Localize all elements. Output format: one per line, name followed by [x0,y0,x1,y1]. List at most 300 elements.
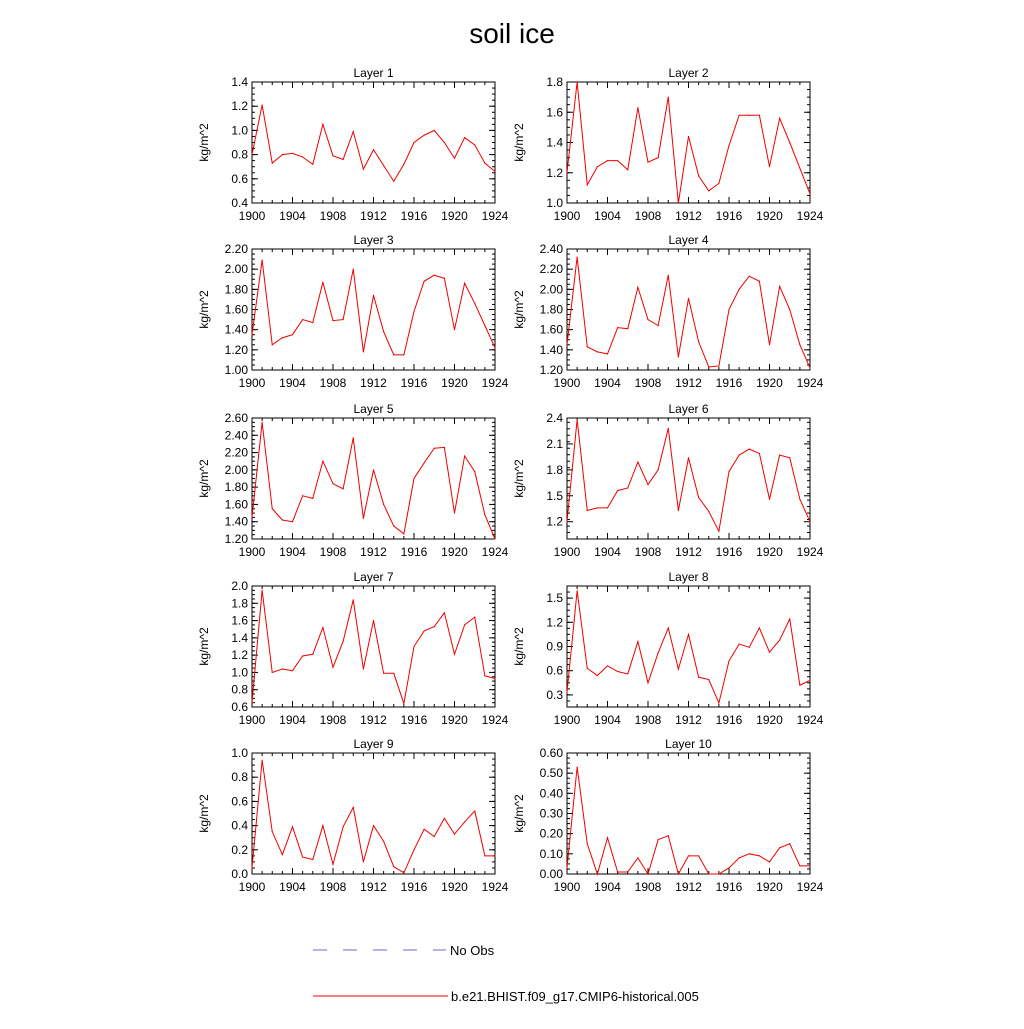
x-tick-label: 1908 [319,209,347,223]
data-point [322,282,323,283]
data-point [434,275,435,276]
data-point [637,107,638,108]
data-point [444,278,445,279]
data-point [698,497,699,498]
panel-layer-10 [512,737,824,894]
data-point [393,354,394,355]
data-point [474,471,475,472]
y-tick-label: 1.2 [231,648,248,663]
x-tick-label: 1916 [715,209,743,223]
data-point [668,97,669,98]
y-tick-label: 2.40 [539,242,563,256]
data-point [597,166,598,167]
data-point [363,351,364,352]
y-tick-label: 2.0 [231,579,248,593]
data-point [403,354,404,355]
data-point [678,202,679,203]
data-point [474,810,475,811]
data-point [353,131,354,132]
data-point [444,142,445,143]
panel-layer-2 [512,66,824,223]
x-tick-label: 1908 [634,880,662,894]
legend-obs-label: No Obs [450,943,495,958]
data-point [809,367,810,368]
data-point [312,859,313,860]
x-tick-label: 1900 [238,713,266,727]
data-point [799,685,800,686]
data-point [282,854,283,855]
data-point [383,841,384,842]
data-point [769,652,770,653]
data-point [393,181,394,182]
x-tick-label: 1912 [360,209,387,223]
data-point [403,164,404,165]
data-point [587,843,588,844]
data-point [373,469,374,470]
data-point [464,821,465,822]
data-point [424,829,425,830]
x-tick-label: 1900 [553,545,581,559]
x-tick-label: 1900 [553,209,581,223]
y-tick-label: 0.30 [539,806,563,821]
data-point [809,193,810,194]
data-point [363,518,364,519]
data-point [759,281,760,282]
x-tick-label: 1920 [756,545,783,559]
x-tick-label: 1920 [756,376,783,390]
data-point [759,855,760,856]
x-tick-label: 1900 [238,209,266,223]
y-tick-label: 1.20 [224,342,248,357]
x-tick-label: 1904 [279,713,306,727]
data-point [678,873,679,874]
x-tick-label: 1912 [360,376,387,390]
data-point [312,164,313,165]
y-tick-label: 2.00 [224,262,248,277]
x-tick-label: 1904 [594,880,621,894]
panel-title: Layer 4 [668,233,709,247]
data-point [413,311,414,312]
data-point [353,807,354,808]
data-point [597,873,598,874]
data-point [749,276,750,277]
data-point [332,667,333,668]
x-tick-label: 1924 [796,376,824,390]
data-point [607,837,608,838]
data-point [637,857,638,858]
data-point [484,855,485,856]
y-tick-label: 0.00 [539,867,563,881]
data-point [739,643,740,644]
data-point [282,154,283,155]
data-point [343,488,344,489]
panel-title: Layer 2 [668,66,709,80]
data-point [262,104,263,105]
data-point [292,826,293,827]
data-point [577,256,578,257]
x-tick-label: 1916 [715,376,743,390]
data-point [312,654,313,655]
data-point [658,157,659,158]
y-axis-label: kg/m^2 [512,290,526,329]
y-axis-label: kg/m^2 [197,627,211,666]
y-tick-label: 2.4 [546,411,563,425]
y-tick-label: 1.60 [224,302,248,317]
series-line [252,105,495,181]
data-point [434,130,435,131]
data-point [799,344,800,345]
data-point [262,760,263,761]
x-tick-label: 1920 [756,713,783,727]
data-point [494,678,495,679]
data-point [718,873,719,874]
x-tick-label: 1904 [594,713,621,727]
y-axis-label: kg/m^2 [197,459,211,498]
data-point [708,190,709,191]
y-axis-label: kg/m^2 [197,290,211,329]
data-point [728,471,729,472]
data-point [617,327,618,328]
y-tick-label: 2.20 [539,262,563,277]
y-tick-label: 0.2 [231,842,248,857]
x-tick-label: 1900 [553,713,581,727]
data-point [251,517,252,518]
data-point [658,839,659,840]
data-point [343,826,344,827]
y-tick-label: 1.8 [546,75,563,89]
data-point [789,843,790,844]
data-point [617,671,618,672]
data-point [424,630,425,631]
data-point [789,618,790,619]
y-axis-label: kg/m^2 [512,627,526,666]
x-tick-label: 1916 [715,545,743,559]
data-point [322,825,323,826]
data-point [434,836,435,837]
data-point [484,675,485,676]
panel-layer-6 [512,402,824,559]
data-point [343,641,344,642]
x-tick-label: 1912 [360,545,387,559]
data-point [799,168,800,169]
data-point [464,137,465,138]
series-line [252,590,495,703]
data-point [322,627,323,628]
x-tick-label: 1900 [238,376,266,390]
data-point [464,455,465,456]
data-point [383,504,384,505]
data-point [383,331,384,332]
y-tick-label: 2.20 [224,242,248,256]
x-tick-label: 1900 [238,880,266,894]
data-point [678,668,679,669]
data-point [332,155,333,156]
y-tick-label: 1.4 [231,75,248,89]
data-point [484,514,485,515]
y-tick-label: 1.4 [231,630,248,645]
data-point [302,856,303,857]
x-tick-label: 1908 [319,713,347,727]
data-point [789,457,790,458]
y-tick-label: 1.8 [546,462,563,477]
y-tick-label: 0.8 [231,770,248,785]
data-point [759,627,760,628]
data-point [718,531,719,532]
series-line [567,257,810,368]
data-point [464,624,465,625]
plot-frame [567,82,810,203]
data-point [799,499,800,500]
data-point [587,668,588,669]
y-tick-label: 0.60 [539,746,563,760]
x-tick-label: 1916 [715,880,743,894]
data-point [444,447,445,448]
y-tick-label: 1.80 [224,480,248,495]
data-point [627,328,628,329]
data-point [698,175,699,176]
data-point [484,325,485,326]
x-tick-label: 1908 [634,376,662,390]
data-point [262,422,263,423]
y-tick-label: 1.8 [231,596,248,611]
data-point [627,169,628,170]
panel-title: Layer 6 [668,402,709,416]
plot-frame [567,418,810,539]
data-point [566,172,567,173]
data-point [454,833,455,834]
data-point [647,682,648,683]
x-tick-label: 1924 [481,545,509,559]
data-point [251,334,252,335]
data-point [799,865,800,866]
data-point [759,115,760,116]
data-point [809,865,810,866]
data-point [779,286,780,287]
panel-title: Layer 3 [353,233,394,247]
data-point [353,437,354,438]
data-point [627,487,628,488]
y-tick-label: 1.2 [546,615,563,630]
data-point [607,160,608,161]
data-point [688,457,689,458]
x-tick-label: 1916 [400,545,428,559]
data-point [809,680,810,681]
x-tick-label: 1904 [279,545,306,559]
y-tick-label: 0.10 [539,846,563,861]
data-point [718,365,719,366]
y-tick-label: 1.20 [224,532,248,546]
data-point [587,346,588,347]
data-point [393,673,394,674]
data-point [454,512,455,513]
y-tick-label: 0.6 [231,171,248,186]
data-point [708,679,709,680]
data-point [708,873,709,874]
series-line [567,591,810,703]
data-point [566,521,567,522]
y-tick-label: 0.0 [231,867,248,881]
y-tick-label: 2.00 [539,282,563,297]
y-tick-label: 1.6 [546,105,563,120]
data-point [302,655,303,656]
x-tick-label: 1908 [319,376,347,390]
data-point [566,344,567,345]
panel-title: Layer 9 [353,737,394,751]
data-point [484,162,485,163]
data-point [292,521,293,522]
data-point [728,309,729,310]
data-point [566,692,567,693]
data-point [688,136,689,137]
x-tick-label: 1904 [279,376,306,390]
panel-title: Layer 8 [668,570,709,584]
data-point [383,165,384,166]
data-point [332,483,333,484]
y-tick-label: 1.80 [539,302,563,317]
y-tick-label: 1.80 [224,282,248,297]
x-tick-label: 1912 [675,376,702,390]
data-point [343,319,344,320]
x-tick-label: 1904 [279,880,306,894]
data-point [718,702,719,703]
x-tick-label: 1916 [400,713,428,727]
data-point [789,309,790,310]
data-point [577,81,578,82]
y-tick-label: 2.1 [546,436,563,451]
data-point [272,344,273,345]
x-tick-label: 1912 [675,880,702,894]
y-tick-label: 1.5 [546,488,563,503]
y-tick-label: 1.0 [231,665,248,680]
data-point [413,142,414,143]
y-tick-label: 0.40 [539,786,563,801]
y-tick-label: 0.8 [231,682,248,697]
x-tick-label: 1920 [441,545,468,559]
data-point [728,867,729,868]
y-tick-label: 0.4 [231,196,248,210]
data-point [668,627,669,628]
data-point [454,329,455,330]
x-tick-label: 1916 [400,376,428,390]
data-point [494,171,495,172]
data-point [769,861,770,862]
data-point [728,660,729,661]
data-point [343,159,344,160]
data-point [353,269,354,270]
data-point [444,818,445,819]
data-point [789,142,790,143]
y-tick-label: 2.40 [224,428,248,443]
legend [313,943,699,1004]
data-point [424,281,425,282]
x-tick-label: 1920 [441,713,468,727]
data-point [759,453,760,454]
data-point [494,538,495,539]
x-tick-label: 1924 [796,545,824,559]
x-tick-label: 1912 [675,545,702,559]
x-tick-label: 1924 [481,713,509,727]
y-axis-label: kg/m^2 [512,794,526,833]
data-point [474,617,475,618]
data-point [474,144,475,145]
series-line [252,260,495,355]
data-point [779,455,780,456]
y-tick-label: 1.40 [224,514,248,529]
data-point [373,149,374,150]
data-point [577,419,578,420]
data-point [627,871,628,872]
series-line [252,422,495,539]
data-point [373,620,374,621]
x-tick-label: 1920 [441,209,468,223]
data-point [708,366,709,367]
data-point [597,351,598,352]
data-point [668,428,669,429]
data-point [363,861,364,862]
data-point [637,461,638,462]
data-point [688,855,689,856]
x-tick-label: 1924 [481,880,509,894]
y-tick-label: 0.9 [546,639,563,654]
data-point [658,325,659,326]
y-tick-label: 2.00 [224,462,248,477]
data-point [282,337,283,338]
plot-frame [252,586,495,707]
series-line [567,420,810,531]
data-point [698,677,699,678]
y-tick-label: 1.2 [546,514,563,529]
plot-frame [252,753,495,874]
x-tick-label: 1916 [400,880,428,894]
x-tick-label: 1900 [238,545,266,559]
data-point [647,873,648,874]
y-tick-label: 0.6 [231,700,248,714]
x-tick-label: 1900 [553,880,581,894]
x-tick-label: 1904 [594,376,621,390]
data-point [728,145,729,146]
y-tick-label: 2.20 [224,445,248,460]
data-point [698,855,699,856]
data-point [617,160,618,161]
data-point [292,670,293,671]
y-tick-label: 0.8 [231,147,248,162]
data-point [464,283,465,284]
x-tick-label: 1908 [319,545,347,559]
data-point [403,533,404,534]
y-axis-label: kg/m^2 [197,123,211,162]
data-point [424,135,425,136]
data-point [312,322,313,323]
data-point [332,320,333,321]
y-tick-label: 0.20 [539,826,563,841]
data-point [658,469,659,470]
data-point [678,510,679,511]
panel-layer-3 [197,233,509,390]
y-axis-label: kg/m^2 [512,459,526,498]
x-tick-label: 1912 [675,713,702,727]
data-point [607,353,608,354]
y-tick-label: 1.20 [539,363,563,377]
data-point [688,298,689,299]
y-tick-label: 1.2 [231,99,248,114]
x-tick-label: 1920 [756,209,783,223]
data-point [647,319,648,320]
data-point [749,853,750,854]
data-point [587,510,588,511]
x-tick-label: 1920 [441,880,468,894]
x-tick-label: 1920 [441,376,468,390]
data-point [353,599,354,600]
